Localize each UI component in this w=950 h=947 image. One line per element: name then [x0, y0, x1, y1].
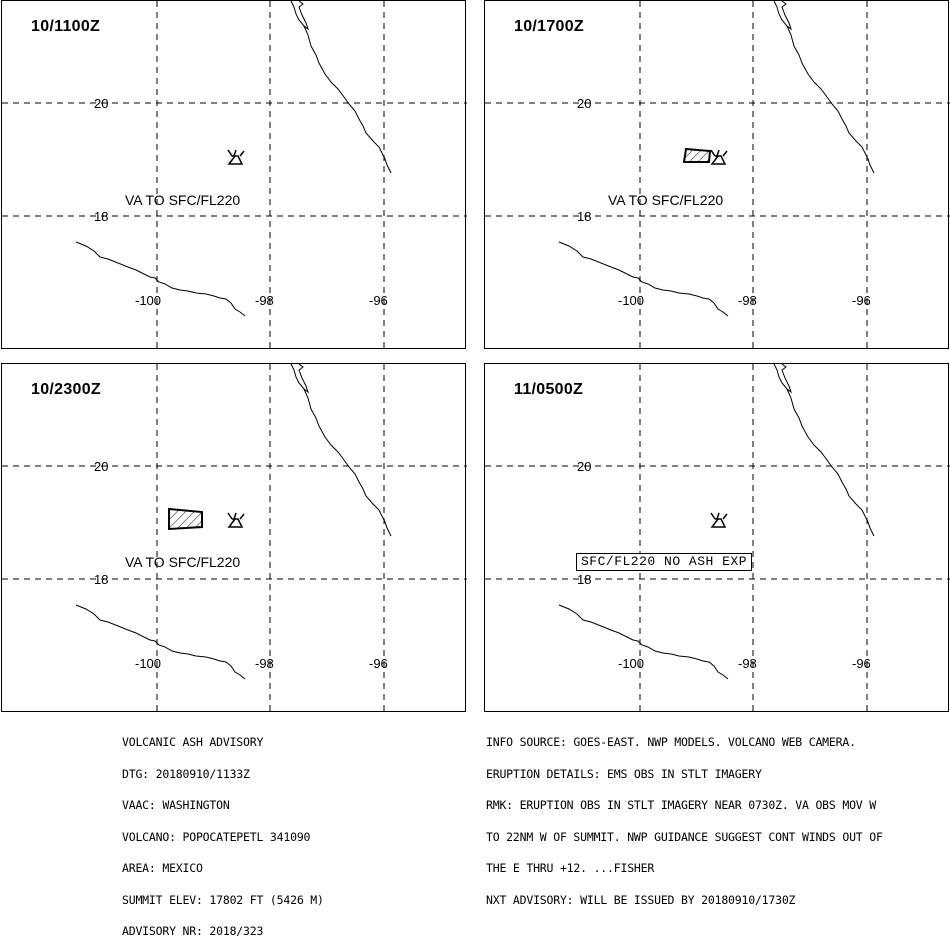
advisory-line: DTG: 20180910/1133Z: [122, 766, 250, 781]
advisory-line: VOLCANIC ASH ADVISORY: [122, 735, 264, 749]
gulf-coastline: [291, 364, 391, 536]
map-2: [485, 1, 950, 350]
lon-label-96: -96: [852, 293, 871, 308]
gulf-coastline: [291, 1, 391, 173]
lon-label-96: -96: [369, 656, 388, 671]
ash-polygon: [684, 149, 710, 162]
lat-label-18: 18: [94, 572, 109, 587]
volcano-icon: [228, 513, 244, 527]
lon-label-98: -98: [255, 656, 274, 671]
map-panel-2: [484, 0, 949, 349]
map-3: [2, 364, 467, 713]
lon-label-96: -96: [852, 656, 871, 671]
no-ash-label: SFC/FL220 NO ASH EXP: [576, 553, 752, 571]
lat-label-18: 18: [577, 209, 592, 224]
volcano-icon: [711, 150, 727, 164]
advisory-line: TO 22NM W OF SUMMIT. NWP GUIDANCE SUGGEST CONT WINDS OUT OF: [486, 829, 883, 844]
lon-label-100: -100: [618, 656, 645, 671]
map-4: [485, 364, 950, 713]
lon-label-96: -96: [369, 293, 388, 308]
lon-label-98: -98: [255, 293, 274, 308]
advisory-line: NXT ADVISORY: WILL BE ISSUED BY 20180910/1730Z: [486, 892, 796, 907]
lat-label-20: 20: [577, 96, 592, 111]
gulf-coastline: [774, 364, 874, 536]
volcano-icon: [711, 513, 727, 527]
advisory-line: SUMMIT ELEV: 17802 FT (5426 M): [122, 892, 324, 907]
map-panel-4: [484, 363, 949, 712]
lat-label-20: 20: [577, 459, 592, 474]
map-panel-3: [1, 363, 466, 712]
panel-time: 10/1100Z: [31, 18, 101, 35]
advisory-line: VOLCANO: POPOCATEPETL 341090: [122, 829, 311, 844]
map-1: [2, 1, 467, 350]
lat-label-20: 20: [94, 96, 109, 111]
volcano-icon: [228, 150, 244, 164]
va-label: VA TO SFC/FL220: [608, 192, 724, 208]
advisory-line: VAAC: WASHINGTON: [122, 798, 230, 812]
panel-time: 11/0500Z: [514, 381, 584, 398]
va-label: VA TO SFC/FL220: [125, 192, 241, 208]
advisory-line: ADVISORY NR: 2018/323: [122, 924, 264, 938]
gulf-coastline: [774, 1, 874, 173]
lat-label-18: 18: [577, 572, 592, 587]
lon-label-100: -100: [618, 293, 645, 308]
lon-label-100: -100: [135, 656, 162, 671]
advisory-right-text: [486, 716, 883, 916]
advisory-line: THE E THRU +12. ...FISHER: [486, 861, 655, 875]
advisory-line: AREA: MEXICO: [122, 861, 203, 875]
map-panel-1: [1, 0, 466, 349]
lat-label-18: 18: [94, 209, 109, 224]
lon-label-98: -98: [738, 293, 757, 308]
lon-label-100: -100: [135, 293, 162, 308]
ash-polygon: [169, 509, 202, 529]
lon-label-98: -98: [738, 656, 757, 671]
advisory-line: INFO SOURCE: GOES-EAST. NWP MODELS. VOLCANO WEB CAMERA.: [486, 735, 856, 749]
lat-label-20: 20: [94, 459, 109, 474]
advisory-left-text: [122, 716, 324, 947]
panel-time: 10/2300Z: [31, 381, 102, 398]
va-label: VA TO SFC/FL220: [125, 554, 241, 570]
panel-time: 10/1700Z: [514, 18, 585, 35]
advisory-line: RMK: ERUPTION OBS IN STLT IMAGERY NEAR 0730Z. VA OBS MOV W: [486, 798, 876, 812]
advisory-line: ERUPTION DETAILS: EMS OBS IN STLT IMAGERY: [486, 766, 762, 781]
